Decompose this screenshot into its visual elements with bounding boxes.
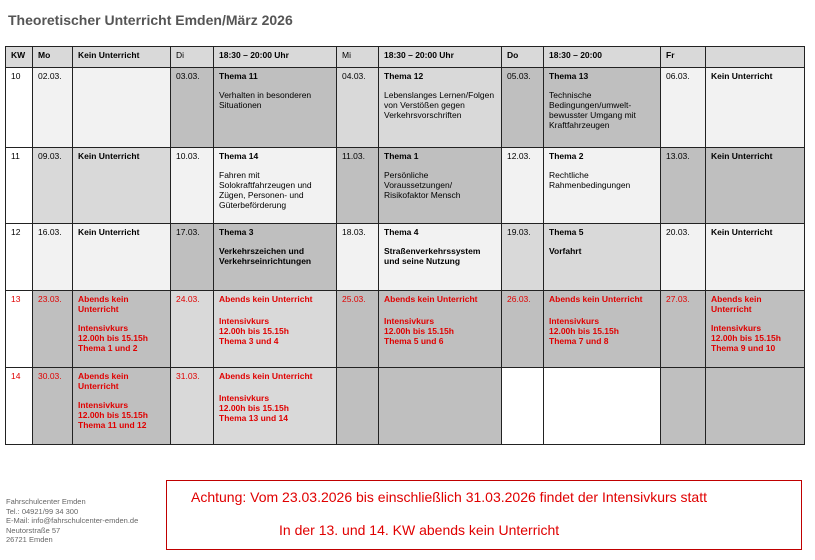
wednesday-cell bbox=[379, 68, 502, 148]
intensivkurs-time: 12.00h bis 15.15h bbox=[711, 333, 781, 343]
page-title: Theoretischer Unterricht Emden/März 2026 bbox=[8, 12, 293, 28]
thema-description: Rechtliche Rahmenbedingungen bbox=[549, 170, 631, 190]
intensivkurs-time: 12.00h bis 15.15h bbox=[78, 410, 148, 420]
header-do: Do bbox=[502, 47, 544, 68]
header-mi: Mi bbox=[337, 47, 379, 68]
empty-cell bbox=[661, 368, 706, 445]
date-cell: 30.03. bbox=[33, 368, 73, 445]
evening-note: Abends kein Unterricht bbox=[78, 371, 129, 391]
date-cell: 25.03. bbox=[337, 291, 379, 368]
notice-line-1: Achtung: Vom 23.03.2026 bis einschließlich 31.03.2026 findet der Intensivkurs statt bbox=[191, 489, 707, 505]
intensivkurs-time: 12.00h bis 15.15h bbox=[78, 333, 148, 343]
intensivkurs-time: 12.00h bis 15.15h bbox=[384, 326, 454, 336]
wednesday-cell bbox=[379, 224, 502, 291]
tuesday-cell bbox=[214, 291, 337, 368]
header-kw: KW bbox=[6, 47, 33, 68]
date-cell: 09.03. bbox=[33, 148, 73, 224]
thema-label: Thema 4 bbox=[384, 227, 419, 237]
thursday-cell bbox=[544, 148, 661, 224]
thema-label: Thema 11 bbox=[219, 71, 258, 81]
date-cell: 20.03. bbox=[661, 224, 706, 291]
intensivkurs-label: Intensivkurs bbox=[219, 393, 270, 403]
evening-note: Abends kein Unterricht bbox=[549, 294, 643, 304]
empty-cell bbox=[544, 368, 661, 445]
table-row-kw10 bbox=[6, 68, 805, 148]
monday-cell bbox=[73, 368, 171, 445]
table-row-kw12 bbox=[6, 224, 805, 291]
date-cell: 13.03. bbox=[661, 148, 706, 224]
tuesday-cell bbox=[214, 224, 337, 291]
header-do-slot: 18:30 – 20:00 bbox=[544, 47, 661, 68]
date-cell: 24.03. bbox=[171, 291, 214, 368]
kw-cell: 11 bbox=[6, 148, 33, 224]
tuesday-cell bbox=[214, 148, 337, 224]
school-city: 26721 Emden bbox=[6, 535, 53, 544]
date-cell: 23.03. bbox=[33, 291, 73, 368]
empty-cell bbox=[379, 368, 502, 445]
kw-cell: 10 bbox=[6, 68, 33, 148]
header-mi-slot: 18:30 – 20:00 Uhr bbox=[379, 47, 502, 68]
monday-cell: Kein Unterricht bbox=[73, 224, 171, 291]
intensivkurs-topics: Thema 11 und 12 bbox=[78, 420, 147, 430]
header-di: Di bbox=[171, 47, 214, 68]
monday-cell bbox=[73, 291, 171, 368]
intensivkurs-time: 12.00h bis 15.15h bbox=[219, 326, 289, 336]
thema-description: Verkehrszeichen und Verkehrseinrichtungen bbox=[219, 246, 312, 266]
intensivkurs-label: Intensivkurs bbox=[78, 323, 129, 333]
thema-label: Thema 1 bbox=[384, 151, 419, 161]
table-row-kw13 bbox=[6, 291, 805, 368]
date-cell: 02.03. bbox=[33, 68, 73, 148]
notice-line-2: In der 13. und 14. KW abends kein Unterricht bbox=[279, 522, 560, 538]
tuesday-cell bbox=[214, 68, 337, 148]
school-name: Fahrschulcenter Emden bbox=[6, 497, 86, 506]
thema-description: Straßenverkehrssystem und seine Nutzung bbox=[384, 246, 481, 266]
friday-cell: Kein Unterricht bbox=[706, 224, 805, 291]
thema-description: Verhalten in besonderen Situationen bbox=[219, 90, 312, 110]
date-cell: 04.03. bbox=[337, 68, 379, 148]
intensivkurs-topics: Thema 1 und 2 bbox=[78, 343, 138, 353]
date-cell: 27.03. bbox=[661, 291, 706, 368]
thema-description: Persönliche Voraussetzungen/ Risikofaktor Mensch bbox=[384, 170, 461, 200]
evening-note: Abends kein Unterricht bbox=[219, 371, 313, 381]
thema-label: Thema 2 bbox=[549, 151, 584, 161]
wednesday-cell bbox=[379, 291, 502, 368]
intensivkurs-topics: Thema 7 und 8 bbox=[549, 336, 609, 346]
date-cell: 12.03. bbox=[502, 148, 544, 224]
evening-note: Abends kein Unterricht bbox=[78, 294, 129, 314]
date-cell: 10.03. bbox=[171, 148, 214, 224]
thema-label: Thema 13 bbox=[549, 71, 589, 81]
thema-label: Thema 5 bbox=[549, 227, 584, 237]
school-email: E-Mail: info@fahrschulcenter-emden.de bbox=[6, 516, 139, 525]
intensivkurs-label: Intensivkurs bbox=[711, 323, 762, 333]
evening-note: Abends kein Unterricht bbox=[219, 294, 313, 304]
thursday-cell bbox=[544, 68, 661, 148]
thema-label: Thema 14 bbox=[219, 151, 259, 161]
intensivkurs-time: 12.00h bis 15.15h bbox=[549, 326, 619, 336]
intensivkurs-topics: Thema 5 und 6 bbox=[384, 336, 444, 346]
school-street: Neutorstraße 57 bbox=[6, 525, 61, 535]
date-cell: 03.03. bbox=[171, 68, 214, 148]
date-cell: 11.03. bbox=[337, 148, 379, 224]
thema-description: Lebenslanges Lernen/Folgen von Verstößen gegen Verkehrsvorschriften bbox=[384, 90, 495, 120]
intensivkurs-topics: Thema 9 und 10 bbox=[711, 343, 776, 353]
intensivkurs-label: Intensivkurs bbox=[384, 316, 435, 326]
thema-description: Fahren mit Solokraftfahrzeugen und Zügen, Personen- und Güterbeförderung bbox=[219, 170, 312, 210]
thema-description: Vorfahrt bbox=[549, 246, 582, 256]
kw-cell: 12 bbox=[6, 224, 33, 291]
tuesday-cell bbox=[214, 368, 337, 445]
kw-cell: 14 bbox=[6, 368, 33, 445]
empty-cell bbox=[337, 368, 379, 445]
monday-cell bbox=[73, 68, 171, 148]
friday-cell: Kein Unterricht bbox=[706, 148, 805, 224]
thema-label: Thema 12 bbox=[384, 71, 424, 81]
intensivkurs-topics: Thema 13 und 14 bbox=[219, 413, 288, 423]
date-cell: 06.03. bbox=[661, 68, 706, 148]
header-fr-slot bbox=[706, 47, 805, 68]
friday-cell: Kein Unterricht bbox=[706, 68, 805, 148]
school-address bbox=[6, 497, 138, 545]
date-cell: 18.03. bbox=[337, 224, 379, 291]
header-mo-slot: Kein Unterricht bbox=[73, 47, 171, 68]
intensivkurs-time: 12.00h bis 15.15h bbox=[219, 403, 289, 413]
thursday-cell bbox=[544, 291, 661, 368]
header-di-slot: 18:30 – 20:00 Uhr bbox=[214, 47, 337, 68]
kw-cell: 13 bbox=[6, 291, 33, 368]
date-cell: 31.03. bbox=[171, 368, 214, 445]
evening-note: Abends kein Unterricht bbox=[711, 294, 762, 314]
schedule-table bbox=[5, 46, 805, 445]
intensivkurs-label: Intensivkurs bbox=[78, 400, 129, 410]
intensivkurs-label: Intensivkurs bbox=[549, 316, 600, 326]
monday-cell: Kein Unterricht bbox=[73, 148, 171, 224]
header-fr: Fr bbox=[661, 47, 706, 68]
school-phone: Tel.: 04921/99 34 300 bbox=[6, 506, 79, 516]
header-mo: Mo bbox=[33, 47, 73, 68]
table-header-row bbox=[6, 47, 805, 68]
intensivkurs-label: Intensivkurs bbox=[219, 316, 270, 326]
date-cell: 26.03. bbox=[502, 291, 544, 368]
date-cell: 05.03. bbox=[502, 68, 544, 148]
date-cell: 19.03. bbox=[502, 224, 544, 291]
notice-box bbox=[166, 480, 802, 550]
wednesday-cell bbox=[379, 148, 502, 224]
thema-label: Thema 3 bbox=[219, 227, 254, 237]
thursday-cell bbox=[544, 224, 661, 291]
intensivkurs-topics: Thema 3 und 4 bbox=[219, 336, 279, 346]
empty-cell bbox=[706, 368, 805, 445]
table-row-kw14 bbox=[6, 368, 805, 445]
table-row-kw11 bbox=[6, 148, 805, 224]
empty-cell bbox=[502, 368, 544, 445]
friday-cell bbox=[706, 291, 805, 368]
evening-note: Abends kein Unterricht bbox=[384, 294, 478, 304]
date-cell: 16.03. bbox=[33, 224, 73, 291]
date-cell: 17.03. bbox=[171, 224, 214, 291]
thema-description: Technische Bedingungen/umwelt-bewusster Umgang mit Kraftfahrzeugen bbox=[549, 90, 636, 130]
